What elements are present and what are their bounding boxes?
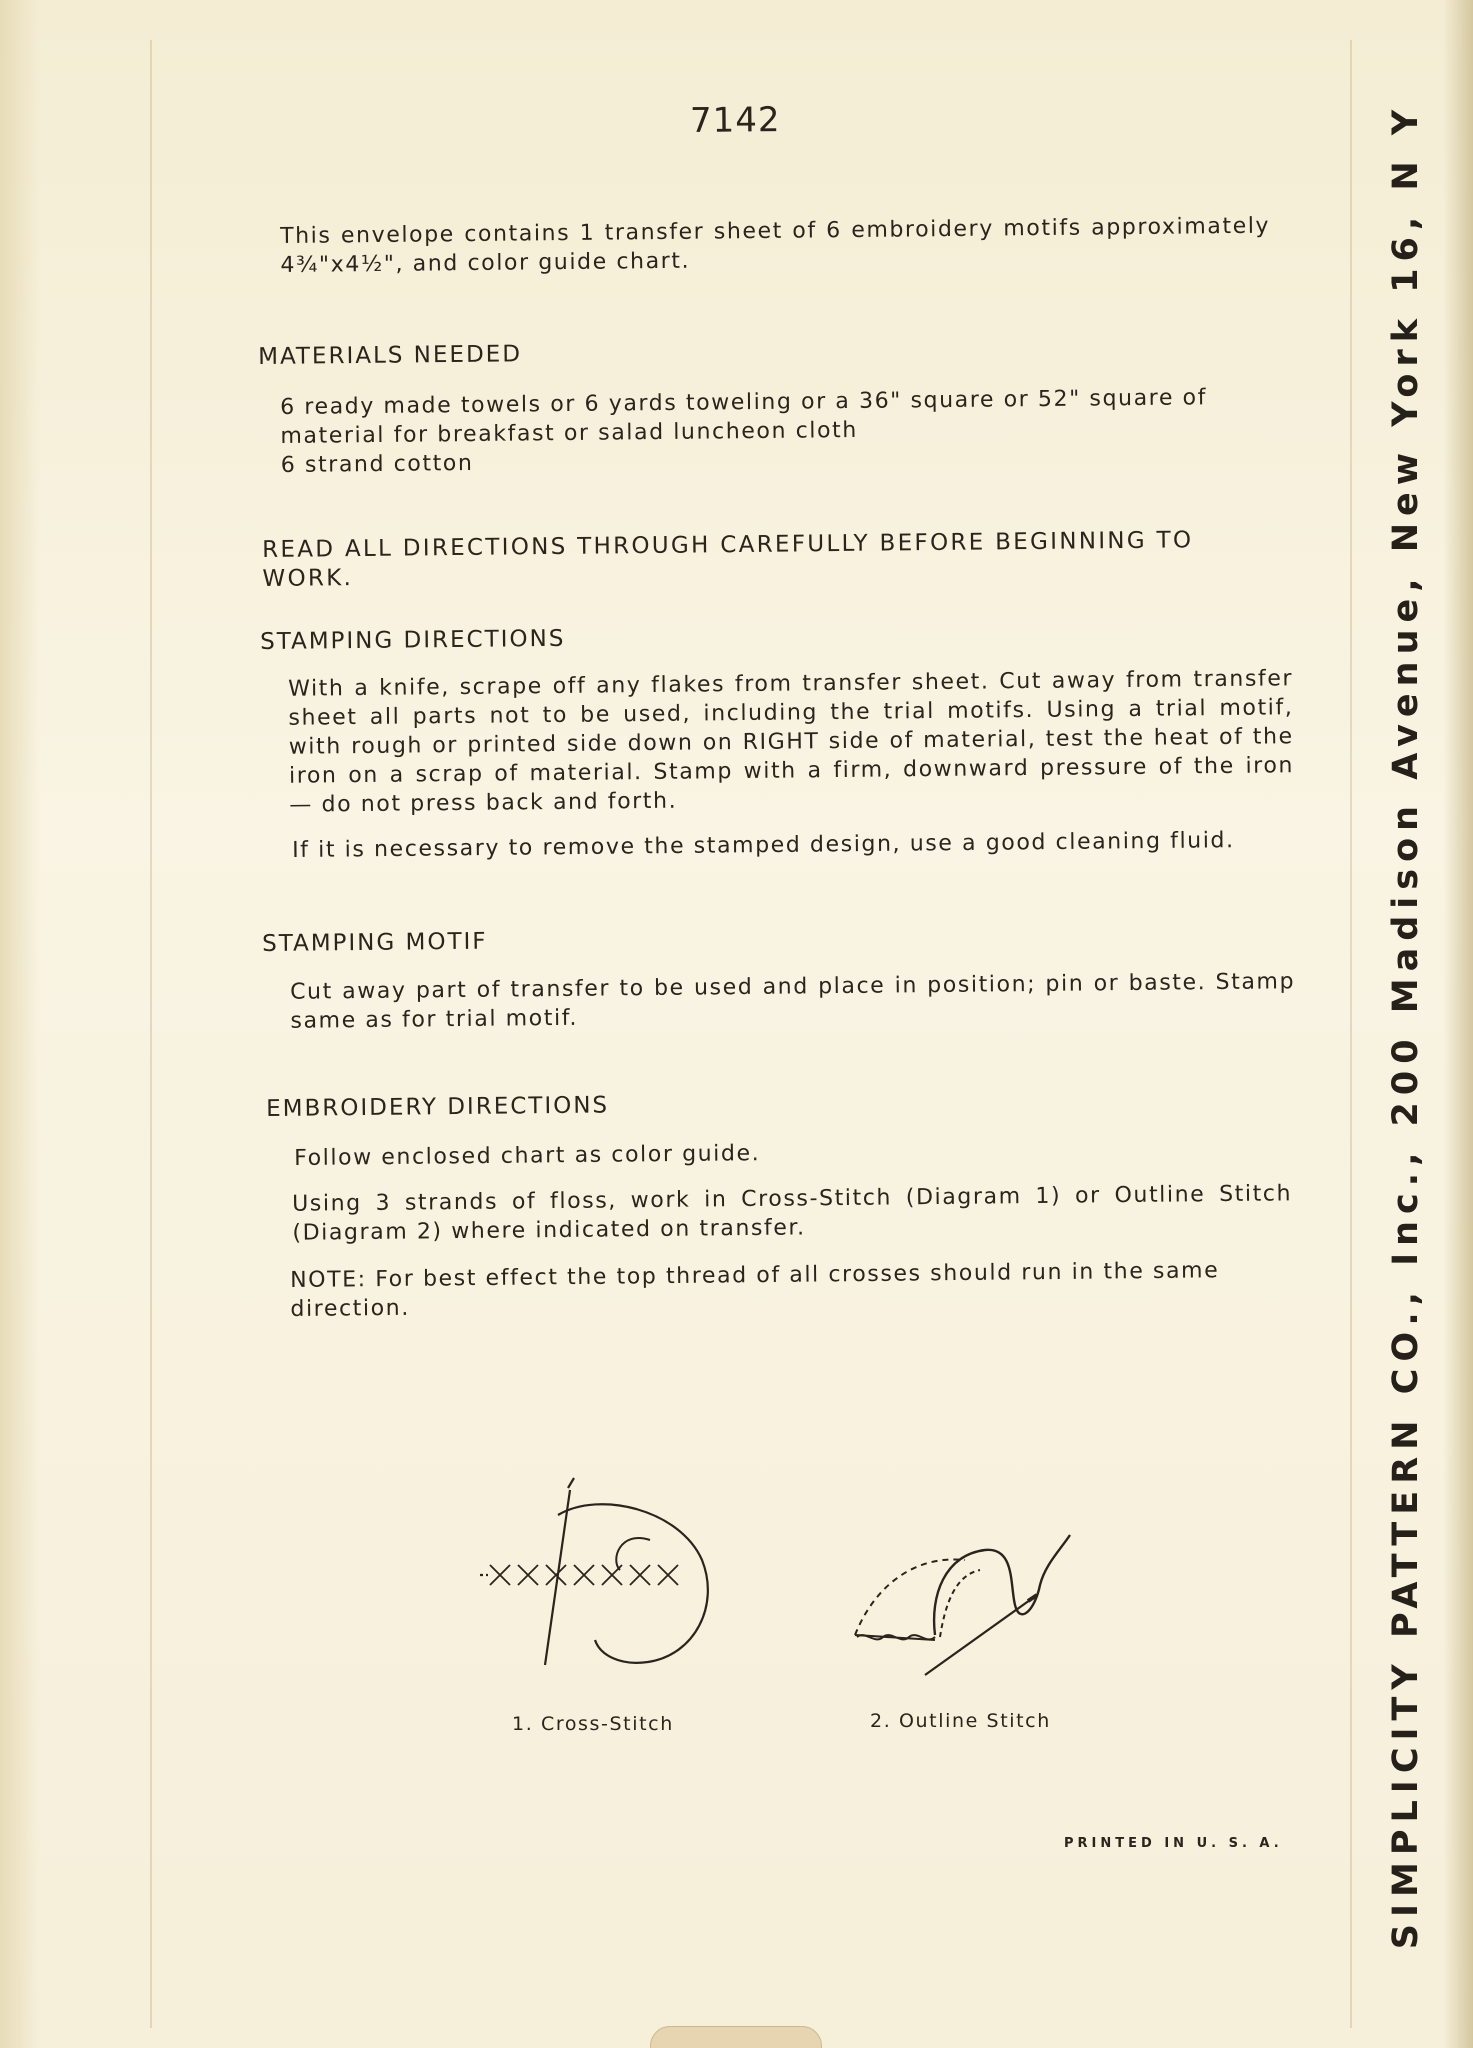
needle-icon [925,1600,1030,1675]
printed-in-usa: PRINTED IN U. S. A. [1064,1836,1283,1851]
embroidery-directions-heading: EMBROIDERY DIRECTIONS [266,1092,610,1122]
floss-instructions-text: Using 3 strands of floss, work in Cross-Stitch (Diagram 1) or Outline Stitch (Diagram 2) where indicated on transfer. [292,1181,1293,1246]
read-all-warning: READ ALL DIRECTIONS THROUGH CAREFULLY BEFORE BEGINNING TO WORK. [262,527,1194,592]
materials-list [280,383,1271,480]
thread-loop [558,1504,708,1663]
materials-heading: MATERIALS NEEDED [258,341,523,370]
fold-line-right [1350,40,1352,2028]
color-guide-text: Follow enclosed chart as color guide. [294,1141,761,1171]
publisher-address: SIMPLICITY PATTERN CO., Inc., 200 Madison Avenue, New York 16, N Y [1386,102,1426,1950]
fold-line-left [150,40,152,2028]
outline-stitch-caption: 2. Outline Stitch [870,1710,1051,1732]
stamping-motif-heading: STAMPING MOTIF [262,928,488,957]
cross-stitch-diagram [470,1470,730,1680]
stamping-motif-text: Cut away part of transfer to be used and place in position; pin or baste. Stamp same as for trial motif. [290,969,1296,1034]
envelope-right-edge [1443,0,1473,2048]
materials-item: 6 ready made towels or 6 yards toweling or a 36" square or 52" square of material for breakfast or salad luncheon cloth [280,385,1208,449]
pattern-number: 7142 [689,99,781,141]
envelope-left-edge [0,0,40,2048]
materials-item: 6 strand cotton [280,450,474,478]
cross-stitch-caption: 1. Cross-Stitch [512,1713,674,1735]
envelope-tab [650,2026,822,2048]
outline-stitch-diagram [835,1515,1085,1685]
intro-paragraph: This envelope contains 1 transfer sheet of 6 embroidery motifs approximately 4¾"x4½", and color guide chart. [280,213,1271,278]
stamping-directions-heading: STAMPING DIRECTIONS [260,625,566,655]
note-text: NOTE: For best effect the top thread of all crosses should run in the same direction. [290,1258,1220,1322]
stamping-directions-text: With a knife, scrape off any flakes from transfer sheet. Cut away from transfer sheet all parts not to be used, including the trial motifs. Using a trial motif, with rough or printed side down on RIGHT side of material, test the heat of the iron on a scrap of material. Stamp with a firm, downward pressure of the iron — do not press back and forth. [288,666,1295,818]
remove-design-text: If it is necessary to remove the stamped design, use a good cleaning fluid. [292,828,1235,863]
